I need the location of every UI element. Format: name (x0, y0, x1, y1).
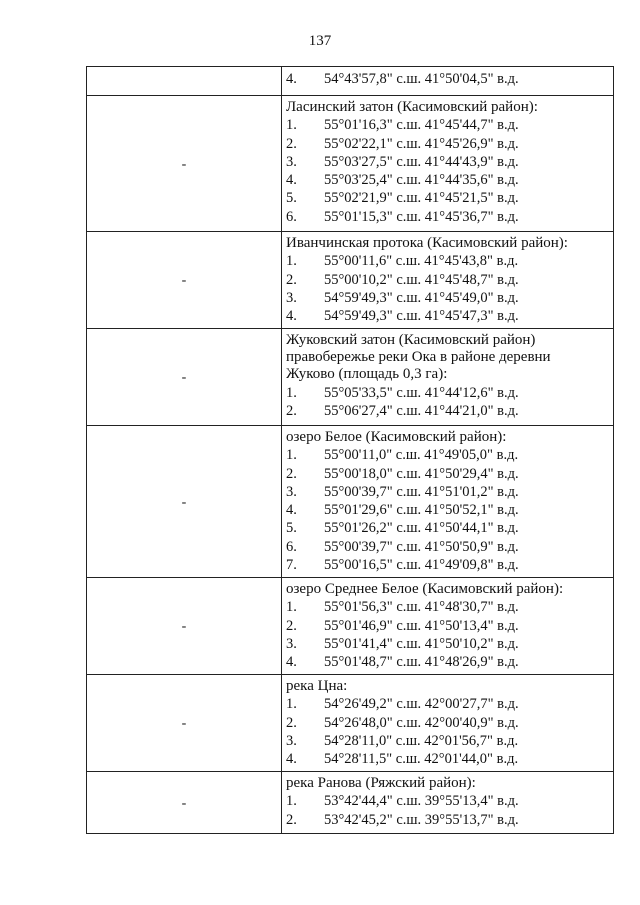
point-coordinates: 55°05'33,5" с.ш. 41°44'12,6" в.д. (324, 384, 519, 401)
coordinate-point (286, 556, 609, 574)
point-coordinates: 55°01'41,4" с.ш. 41°50'10,2" в.д. (324, 635, 519, 652)
point-coordinates: 55°00'10,2" с.ш. 41°45'48,7" в.д. (324, 271, 519, 288)
point-coordinates: 53°42'44,4" с.ш. 39°55'13,4" в.д. (324, 793, 519, 810)
point-number: 1. (286, 447, 297, 464)
point-number: 1. (286, 117, 297, 134)
point-coordinates: 54°26'48,0" с.ш. 42°00'40,9" в.д. (324, 714, 519, 731)
point-number: 6. (286, 538, 297, 555)
coordinate-point (286, 116, 609, 134)
coordinate-point (286, 653, 609, 671)
point-coordinates: 53°42'45,2" с.ш. 39°55'13,7" в.д. (324, 811, 519, 828)
point-number: 2. (286, 465, 297, 482)
point-number: 2. (286, 811, 297, 828)
table-row (87, 772, 614, 834)
coordinate-point (286, 252, 609, 270)
page-number: 137 (308, 33, 332, 49)
table-row (87, 675, 614, 772)
coordinate-point (286, 538, 609, 556)
coordinate-point (286, 732, 609, 750)
point-number: 7. (286, 556, 297, 573)
point-number: 3. (286, 635, 297, 652)
row-marker-cell (87, 67, 282, 96)
point-coordinates: 55°00'16,5" с.ш. 41°49'09,8" в.д. (324, 556, 519, 573)
point-coordinates: 55°00'39,7" с.ш. 41°50'50,9" в.д. (324, 538, 519, 555)
point-coordinates: 55°01'56,3" с.ш. 41°48'30,7" в.д. (324, 599, 519, 616)
point-coordinates: 55°00'39,7" с.ш. 41°51'01,2" в.д. (324, 483, 519, 500)
point-number: 4. (286, 502, 297, 519)
point-coordinates: 55°02'22,1" с.ш. 41°45'26,9" в.д. (324, 135, 519, 152)
location-title: озеро Белое (Касимовский район): (286, 429, 507, 445)
location-title: Иванчинская протока (Касимовский район): (286, 235, 568, 251)
row-marker-cell (87, 96, 282, 232)
point-coordinates: 55°01'15,3" с.ш. 41°45'36,7" в.д. (324, 208, 519, 225)
coordinate-point (286, 189, 609, 207)
point-number: 1. (286, 253, 297, 270)
point-coordinates: 55°00'11,0" с.ш. 41°49'05,0" в.д. (324, 447, 519, 464)
coordinates-table (86, 66, 614, 834)
coordinate-point (286, 519, 609, 537)
coordinate-point (286, 70, 609, 88)
coordinate-point (286, 402, 609, 420)
coordinate-point (286, 598, 609, 616)
point-coordinates: 55°00'18,0" с.ш. 41°50'29,4" в.д. (324, 465, 519, 482)
location-cell (282, 675, 614, 772)
location-title: Жуково (площадь 0,3 га): (286, 366, 448, 383)
point-coordinates: 55°01'16,3" с.ш. 41°45'44,7" в.д. (324, 117, 519, 134)
point-number: 4. (286, 172, 297, 189)
coordinate-point (286, 714, 609, 732)
location-title: правобережье реки Ока в районе деревни (286, 349, 551, 366)
coordinate-point (286, 792, 609, 810)
coordinate-point (286, 811, 609, 829)
coordinate-point (286, 307, 609, 325)
coordinate-point (286, 501, 609, 519)
point-coordinates: 55°01'48,7" с.ш. 41°48'26,9" в.д. (324, 654, 519, 671)
coordinate-point (286, 135, 609, 153)
location-cell (282, 578, 614, 675)
location-cell (282, 96, 614, 232)
table-row (87, 426, 614, 578)
table-row (87, 96, 614, 232)
coordinate-point (286, 384, 609, 402)
row-marker: - (181, 273, 187, 288)
coordinate-point (286, 446, 609, 464)
point-coordinates: 55°00'11,6" с.ш. 41°45'43,8" в.д. (324, 253, 519, 270)
location-cell (282, 232, 614, 329)
row-marker: - (181, 716, 187, 731)
point-number: 4. (286, 71, 297, 87)
location-title: Жуковский затон (Касимовский район) (286, 332, 536, 348)
point-coordinates: 55°01'26,2" с.ш. 41°50'44,1" в.д. (324, 520, 519, 537)
point-number: 1. (286, 793, 297, 810)
point-coordinates: 54°26'49,2" с.ш. 42°00'27,7" в.д. (324, 696, 519, 713)
point-number: 3. (286, 289, 297, 306)
table-row (87, 578, 614, 675)
row-marker-cell (87, 232, 282, 329)
coordinate-point (286, 465, 609, 483)
point-number: 2. (286, 617, 297, 634)
row-marker-cell (87, 329, 282, 426)
point-coordinates: 55°02'21,9" с.ш. 41°45'21,5" в.д. (324, 190, 519, 207)
point-number: 4. (286, 308, 297, 325)
point-coordinates: 55°06'27,4" с.ш. 41°44'21,0" в.д. (324, 402, 519, 419)
location-title: река Ранова (Ряжский район): (286, 775, 476, 791)
coordinate-point (286, 271, 609, 289)
point-number: 3. (286, 483, 297, 500)
location-title: озеро Среднее Белое (Касимовский район): (286, 581, 564, 597)
coordinate-point (286, 483, 609, 501)
location-title: река Цна: (286, 678, 348, 694)
point-coordinates: 55°01'29,6" с.ш. 41°50'52,1" в.д. (324, 502, 519, 519)
location-cell (282, 772, 614, 834)
coordinate-point (286, 695, 609, 713)
row-marker-cell (87, 426, 282, 578)
row-marker: - (181, 795, 187, 811)
point-number: 2. (286, 135, 297, 152)
point-coordinates: 55°03'25,4" с.ш. 41°44'35,6" в.д. (324, 172, 519, 189)
point-number: 3. (286, 153, 297, 170)
point-coordinates: 54°59'49,3" с.ш. 41°45'47,3" в.д. (324, 308, 519, 325)
row-marker-cell (87, 675, 282, 772)
table-row (87, 329, 614, 426)
point-number: 1. (286, 696, 297, 713)
table-row (87, 67, 614, 96)
location-cell (282, 329, 614, 426)
row-marker-cell (87, 578, 282, 675)
table-row (87, 232, 614, 329)
coordinate-point (286, 208, 609, 226)
location-cell (282, 426, 614, 578)
point-number: 1. (286, 384, 297, 401)
point-number: 4. (286, 751, 297, 768)
point-number: 5. (286, 520, 297, 537)
point-coordinates: 54°28'11,5" с.ш. 42°01'44,0" в.д. (324, 751, 519, 768)
coordinate-point (286, 635, 609, 653)
point-number: 1. (286, 599, 297, 616)
coordinate-point (286, 171, 609, 189)
point-number: 2. (286, 271, 297, 288)
point-coordinates: 54°43'57,8" с.ш. 41°50'04,5" в.д. (324, 71, 519, 87)
point-coordinates: 54°28'11,0" с.ш. 42°01'56,7" в.д. (324, 732, 519, 749)
coordinate-point (286, 750, 609, 768)
row-marker: - (181, 156, 187, 172)
coordinate-point (286, 289, 609, 307)
point-number: 2. (286, 402, 297, 419)
point-number: 4. (286, 654, 297, 671)
point-coordinates: 54°59'49,3" с.ш. 41°45'49,0" в.д. (324, 289, 519, 306)
point-number: 5. (286, 190, 297, 207)
coordinate-point (286, 153, 609, 171)
point-number: 2. (286, 714, 297, 731)
point-number: 3. (286, 732, 297, 749)
location-cell (282, 67, 614, 96)
point-number: 6. (286, 208, 297, 225)
row-marker-cell (87, 772, 282, 834)
location-title: Ласинский затон (Касимовский район): (286, 99, 538, 115)
row-marker: - (181, 619, 187, 634)
row-marker: - (181, 494, 187, 510)
row-marker: - (181, 370, 187, 385)
point-coordinates: 55°03'27,5" с.ш. 41°44'43,9" в.д. (324, 153, 519, 170)
coordinate-point (286, 617, 609, 635)
point-coordinates: 55°01'46,9" с.ш. 41°50'13,4" в.д. (324, 617, 519, 634)
